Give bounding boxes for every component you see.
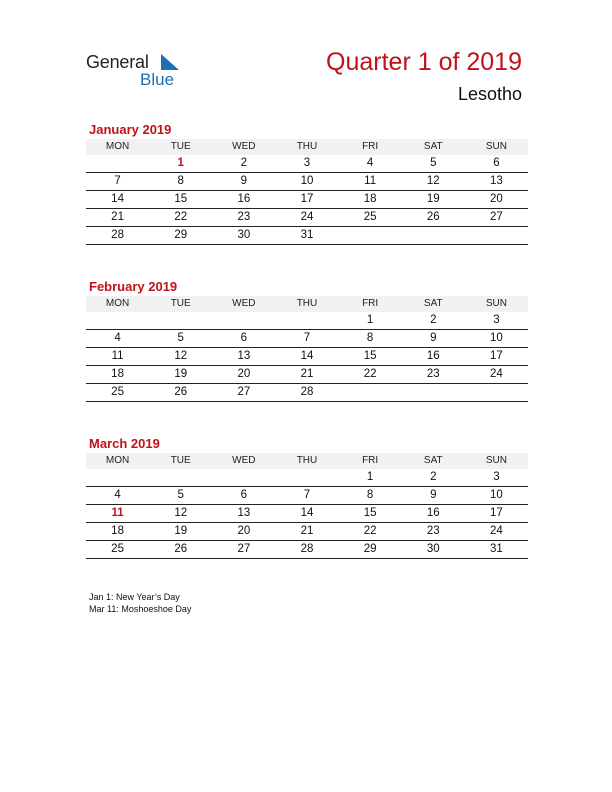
day-cell: 19 [402, 191, 465, 209]
day-cell: 27 [212, 541, 275, 559]
week-row [86, 487, 528, 505]
day-cell [149, 312, 212, 330]
day-cell: 18 [86, 523, 149, 541]
day-cell: 12 [149, 505, 212, 523]
day-cell: 7 [275, 487, 338, 505]
weekday-header: SUN [465, 453, 528, 469]
day-cell: 8 [149, 173, 212, 191]
day-cell: 6 [465, 155, 528, 173]
day-cell: 4 [339, 155, 402, 173]
weekday-header: SAT [402, 139, 465, 155]
week-row [86, 155, 528, 173]
day-cell: 21 [86, 209, 149, 227]
day-cell: 25 [86, 541, 149, 559]
weekday-header: SUN [465, 139, 528, 155]
day-cell: 28 [86, 227, 149, 245]
week-row [86, 348, 528, 366]
day-cell: 16 [402, 505, 465, 523]
day-cell [212, 469, 275, 487]
day-cell: 20 [212, 366, 275, 384]
day-cell: 6 [212, 487, 275, 505]
day-cell: 31 [465, 541, 528, 559]
day-cell: 2 [402, 469, 465, 487]
weekday-header: MON [86, 296, 149, 312]
day-cell: 15 [339, 348, 402, 366]
day-cell: 8 [339, 487, 402, 505]
day-cell: 10 [465, 330, 528, 348]
day-cell: 15 [149, 191, 212, 209]
day-cell: 2 [212, 155, 275, 173]
weekday-header: TUE [149, 139, 212, 155]
day-cell: 27 [212, 384, 275, 402]
weekday-header: THU [275, 453, 338, 469]
day-cell: 3 [465, 312, 528, 330]
day-cell: 30 [212, 227, 275, 245]
day-cell [86, 155, 149, 173]
day-cell: 7 [275, 330, 338, 348]
calendar-table [86, 296, 528, 402]
holiday-note: Mar 11: Moshoeshoe Day [89, 604, 192, 614]
day-cell: 26 [149, 384, 212, 402]
day-cell: 1 [339, 469, 402, 487]
week-row [86, 191, 528, 209]
day-cell: 8 [339, 330, 402, 348]
day-cell: 2 [402, 312, 465, 330]
weekday-header: THU [275, 296, 338, 312]
day-cell: 17 [275, 191, 338, 209]
day-cell: 26 [402, 209, 465, 227]
day-cell [339, 227, 402, 245]
day-cell: 25 [339, 209, 402, 227]
day-cell: 11 [86, 505, 149, 523]
day-cell [402, 227, 465, 245]
day-cell: 10 [465, 487, 528, 505]
weekday-header: SAT [402, 453, 465, 469]
month-name: March 2019 [89, 436, 160, 451]
weekday-header-row [86, 453, 528, 469]
day-cell: 12 [149, 348, 212, 366]
day-cell: 9 [402, 487, 465, 505]
day-cell: 17 [465, 505, 528, 523]
weekday-header: SAT [402, 296, 465, 312]
weekday-header: FRI [339, 296, 402, 312]
page-title: Quarter 1 of 2019 [326, 48, 522, 76]
weekday-header: WED [212, 139, 275, 155]
day-cell [86, 469, 149, 487]
weekday-header-row [86, 139, 528, 155]
day-cell [465, 384, 528, 402]
day-cell: 14 [275, 348, 338, 366]
day-cell: 1 [149, 155, 212, 173]
day-cell: 23 [402, 366, 465, 384]
month-march [86, 435, 528, 559]
day-cell: 24 [465, 523, 528, 541]
day-cell: 4 [86, 487, 149, 505]
weekday-header-row [86, 296, 528, 312]
day-cell: 15 [339, 505, 402, 523]
day-cell: 19 [149, 523, 212, 541]
day-cell [86, 312, 149, 330]
day-cell: 11 [86, 348, 149, 366]
day-cell: 1 [339, 312, 402, 330]
day-cell: 26 [149, 541, 212, 559]
weekday-header: SUN [465, 296, 528, 312]
day-cell: 11 [339, 173, 402, 191]
day-cell: 25 [86, 384, 149, 402]
week-row [86, 505, 528, 523]
day-cell: 5 [402, 155, 465, 173]
week-row [86, 384, 528, 402]
day-cell: 9 [212, 173, 275, 191]
day-cell: 12 [402, 173, 465, 191]
day-cell: 5 [149, 330, 212, 348]
day-cell: 13 [465, 173, 528, 191]
month-name: February 2019 [89, 279, 178, 294]
month-february [86, 278, 528, 402]
day-cell: 7 [86, 173, 149, 191]
week-row [86, 312, 528, 330]
logo-text-general: General [86, 52, 149, 72]
weekday-header: WED [212, 453, 275, 469]
logo [86, 52, 196, 92]
day-cell [212, 312, 275, 330]
day-cell: 31 [275, 227, 338, 245]
day-cell: 27 [465, 209, 528, 227]
day-cell: 16 [212, 191, 275, 209]
day-cell: 5 [149, 487, 212, 505]
day-cell: 18 [86, 366, 149, 384]
day-cell: 28 [275, 541, 338, 559]
calendar-table [86, 453, 528, 559]
day-cell: 20 [212, 523, 275, 541]
day-cell: 29 [339, 541, 402, 559]
country-name: Lesotho [457, 84, 522, 104]
logo-triangle-icon [161, 54, 179, 70]
weekday-header: TUE [149, 453, 212, 469]
week-row [86, 209, 528, 227]
day-cell [402, 384, 465, 402]
day-cell [275, 469, 338, 487]
weekday-header: MON [86, 453, 149, 469]
day-cell [465, 227, 528, 245]
day-cell: 3 [275, 155, 338, 173]
day-cell: 16 [402, 348, 465, 366]
day-cell: 6 [212, 330, 275, 348]
weekday-header: THU [275, 139, 338, 155]
day-cell: 22 [339, 366, 402, 384]
day-cell: 13 [212, 348, 275, 366]
day-cell [149, 469, 212, 487]
calendar-table [86, 139, 528, 245]
week-row [86, 227, 528, 245]
week-row [86, 366, 528, 384]
day-cell: 30 [402, 541, 465, 559]
month-january [86, 121, 528, 245]
day-cell: 3 [465, 469, 528, 487]
day-cell: 4 [86, 330, 149, 348]
day-cell: 22 [149, 209, 212, 227]
weekday-header: MON [86, 139, 149, 155]
day-cell: 24 [275, 209, 338, 227]
week-row [86, 523, 528, 541]
logo-text-blue: Blue [140, 70, 175, 89]
day-cell: 13 [212, 505, 275, 523]
day-cell: 21 [275, 366, 338, 384]
weekday-header: FRI [339, 139, 402, 155]
day-cell: 14 [86, 191, 149, 209]
day-cell [275, 312, 338, 330]
weekday-header: TUE [149, 296, 212, 312]
month-name: January 2019 [89, 122, 172, 137]
day-cell: 17 [465, 348, 528, 366]
day-cell: 24 [465, 366, 528, 384]
day-cell: 21 [275, 523, 338, 541]
week-row [86, 173, 528, 191]
day-cell: 14 [275, 505, 338, 523]
day-cell: 19 [149, 366, 212, 384]
weekday-header: FRI [339, 453, 402, 469]
day-cell: 18 [339, 191, 402, 209]
day-cell: 23 [402, 523, 465, 541]
day-cell: 10 [275, 173, 338, 191]
day-cell: 29 [149, 227, 212, 245]
day-cell: 23 [212, 209, 275, 227]
day-cell: 22 [339, 523, 402, 541]
holiday-note: Jan 1: New Year’s Day [89, 592, 180, 602]
week-row [86, 469, 528, 487]
day-cell: 20 [465, 191, 528, 209]
day-cell: 28 [275, 384, 338, 402]
weekday-header: WED [212, 296, 275, 312]
day-cell [339, 384, 402, 402]
day-cell: 9 [402, 330, 465, 348]
week-row [86, 330, 528, 348]
week-row [86, 541, 528, 559]
holiday-notes [89, 591, 191, 615]
